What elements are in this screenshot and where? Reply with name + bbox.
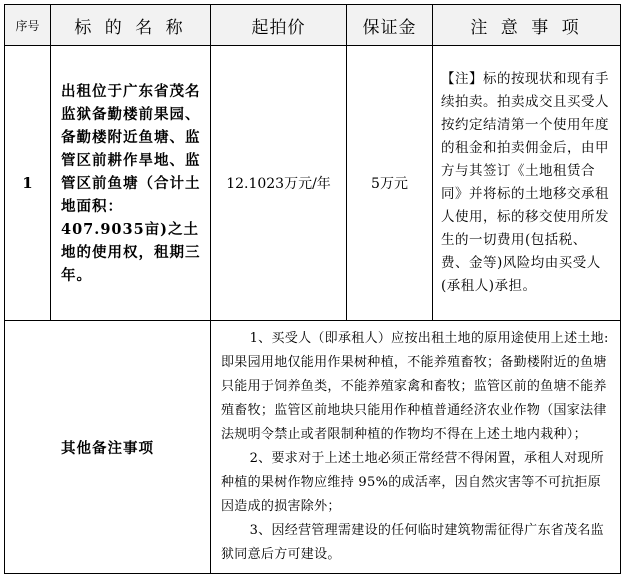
other-notes-label: 其他备注事项 (5, 321, 211, 574)
table-row (5, 46, 621, 321)
header-name: 标 的 名 称 (51, 5, 211, 46)
header-row (5, 5, 621, 46)
row-notes: 【注】标的按现状和现有手续拍卖。拍卖成交且买受人按约定结清第一个使用年度的租金和拍卖佣金后，由甲方与其签订《土地租赁合同》并将标的土地移交承租人使用，标的移交使用所发生的一切费用(包括税、费、金等)风险均由买受人(承租人)承担。 (433, 46, 621, 321)
other-note-item-3: 3、因经营管理需建设的任何临时建筑物需征得广东省茂名监狱同意后方可建设。 (221, 523, 604, 562)
other-notes-body (211, 321, 621, 574)
row-price: 12.1023万元/年 (211, 46, 347, 321)
row-index: 1 (5, 46, 51, 321)
other-note-item-1: 1、买受人（即承租人）应按出租土地的原用途使用上述土地:即果园用地仅能用作果树种植，不能养殖畜牧；备勤楼附近的鱼塘只能用于饲养鱼类，不能养殖家禽和畜牧；监管区前的鱼塘不能养殖畜牧；监管区前地块只能用作种植普通经济农业作物（国家法律法规明令禁止或者限制种植的作物均不得在上述土地内栽种）； (221, 331, 609, 442)
other-note-item-2: 2、要求对于上述土地必须正常经营不得闲置，承租人对现所种植的果树作物应维持 95%的成活率，因自然灾害等不可抗拒原因造成的损害除外； (221, 451, 604, 514)
auction-table (4, 4, 621, 574)
row-deposit: 5万元 (347, 46, 433, 321)
header-price: 起拍价 (211, 5, 347, 46)
row-name: 出租位于广东省茂名监狱备勤楼前果园、备勤楼附近鱼塘、监管区前耕作旱地、监管区前鱼塘（合计土地面积：407.9035亩)之土地的使用权，租期三年。 (51, 46, 211, 321)
header-index: 序号 (5, 5, 51, 46)
other-notes-row (5, 321, 621, 574)
header-notes: 注 意 事 项 (433, 5, 621, 46)
header-deposit: 保证金 (347, 5, 433, 46)
